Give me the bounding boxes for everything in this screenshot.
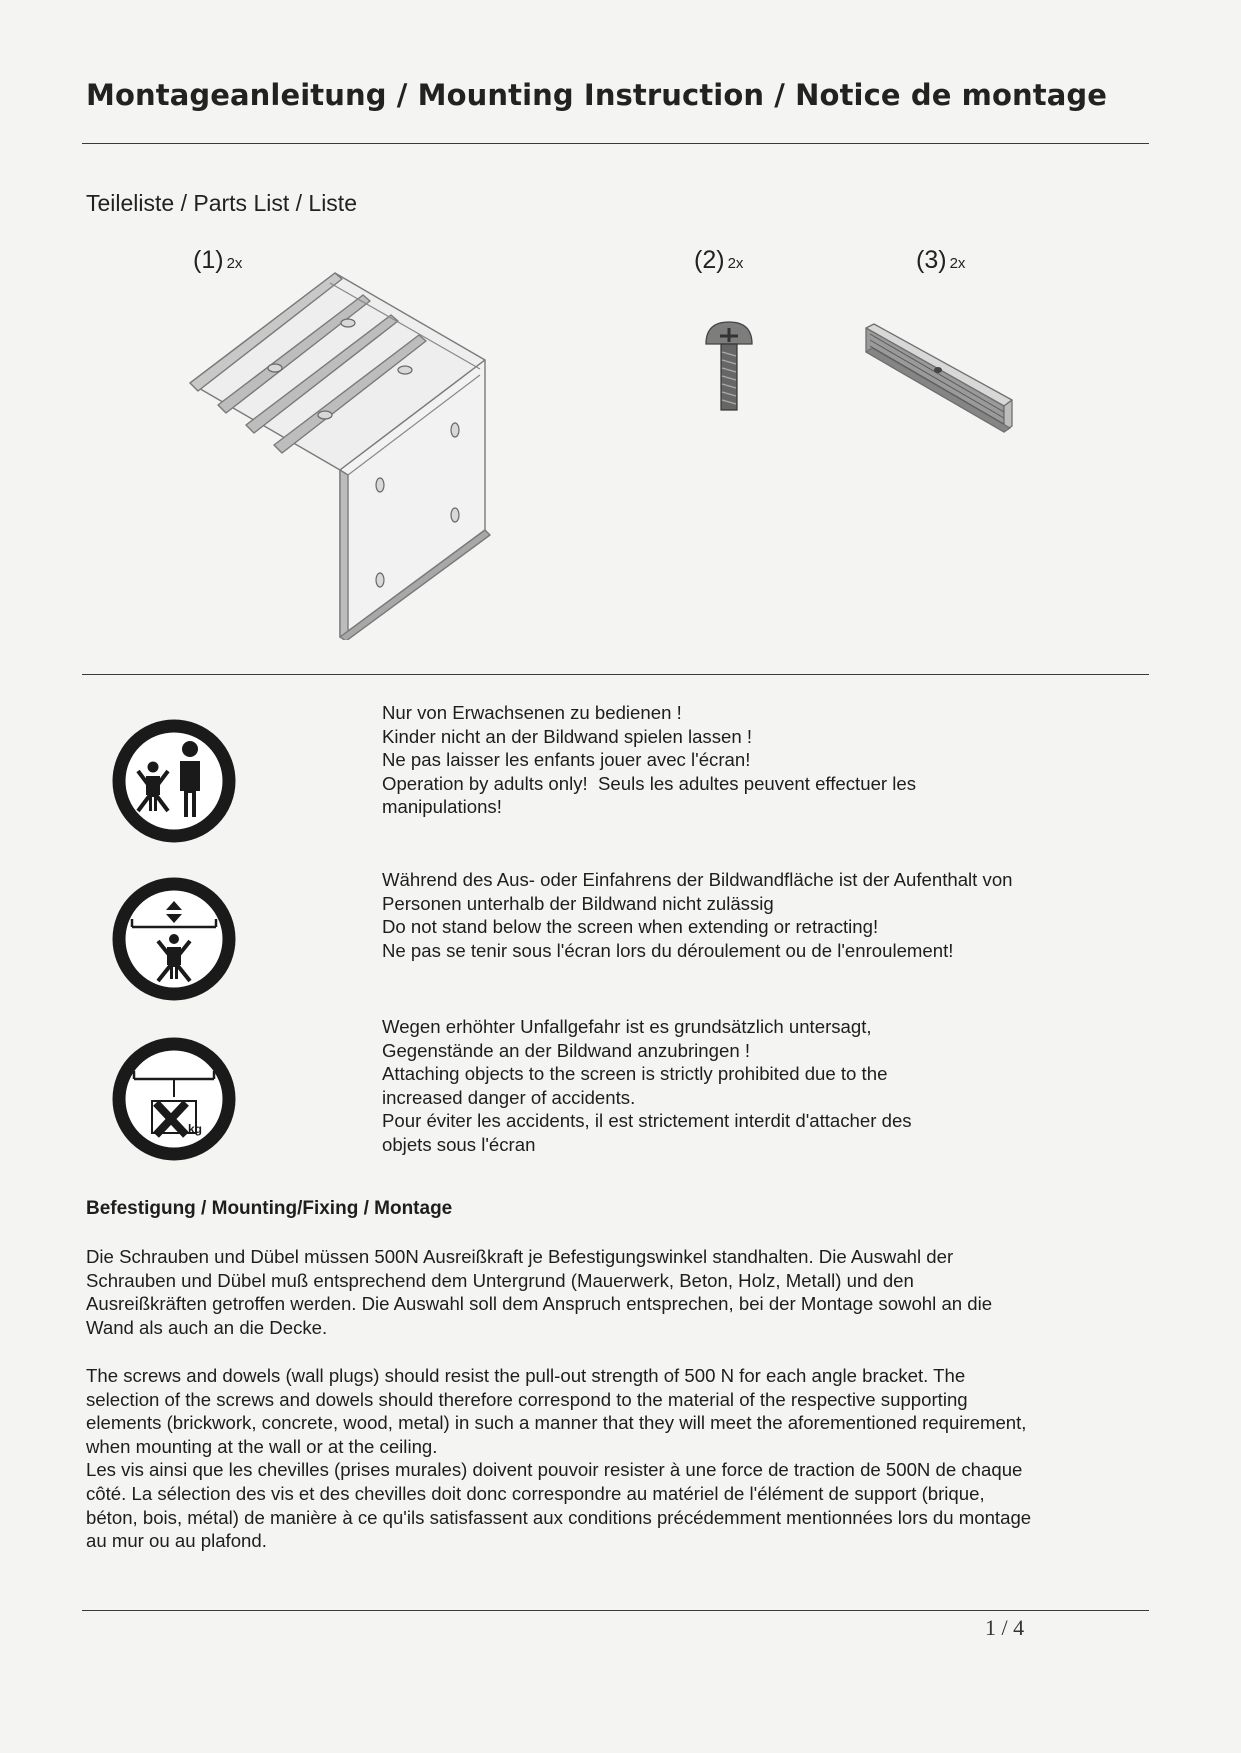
part-3-qty: 2x (949, 255, 966, 272)
top-divider (82, 143, 1149, 144)
angle-bracket-icon (180, 265, 550, 640)
part-2-number: (2) (694, 246, 725, 274)
screw-icon (700, 318, 758, 418)
part-3-label (916, 246, 965, 275)
page-title: Montageanleitung / Mounting Instruction / Notice de montage (86, 78, 1107, 112)
svg-text:kg: kg (188, 1122, 203, 1136)
mounting-paragraph-de: Die Schrauben und Dübel müssen 500N Ausreißkraft je Befestigungswinkel standhalten. Die Auswahl der Schrauben und Dübel muß entsprechend dem Untergrund (Mauerwerk, Beton, Holz, Metall) und den Ausreißkräften getroffen werden. Die Auswahl soll dem Anspruch entsprechen, bei der Montage sowohl an die Wand als auch an die Decke. (86, 1246, 993, 1338)
bottom-divider (82, 1610, 1149, 1611)
mounting-paragraph-en-fr: The screws and dowels (wall plugs) should resist the pull-out strength of 500 N for each angle bracket. The selection of the screws and dowels should therefore correspond to the material of the respective supporting elements (brickwork, concrete, wood, metal) in such a manner that they will meet the aforementioned requirement, when mounting at the wall or at the ceiling. Les vis ainsi que les chevilles (prises murales) doivent pouvoir resister à une force de traction de 500N de chaque côté. La sélection des vis et des chevilles doit donc correspondre au matériel de l'élément de support (brique, béton, bois, métal) de manière à ce qu'ils satisfassent aux conditions précédemment mentionnées lors du montage au mur ou au plafond. (86, 1365, 1032, 1552)
mounting-heading: Befestigung / Mounting/Fixing / Montage (86, 1198, 453, 1219)
adults-only-icon (112, 719, 236, 843)
part-2-label (694, 246, 743, 275)
parts-divider (82, 674, 1149, 675)
part-3-number: (3) (916, 246, 947, 274)
page-number: 1 / 4 (985, 1615, 1025, 1640)
part-1-qty: 2x (226, 255, 243, 272)
warning-no-standing-text: Während des Aus- oder Einfahrens der Bildwandfläche ist der Aufenthalt von Personen unterhalb der Bildwand nicht zulässig Do not stand below the screen when extending or retracting! Ne pas se tenir sous l'écran lors du déroulement ou de l'enroulement! (382, 869, 1013, 961)
warning-no-objects-text: Wegen erhöhter Unfallgefahr ist es grundsätzlich untersagt, Gegenstände an der Bildwand anzubringen ! Attaching objects to the screen is strictly prohibited due to the increased danger of accidents. Pour éviter les accidents, il est strictement interdit d'attacher des objets sous l'écran (382, 1016, 912, 1155)
no-hanging-objects-icon (112, 1037, 236, 1161)
part-2-qty: 2x (727, 255, 744, 272)
warning-adults-only-text: Nur von Erwachsenen zu bedienen ! Kinder nicht an der Bildwand spielen lassen ! Ne pas laisser les enfants jouer avec l'écran! Operation by adults only! Seuls les adultes peuvent effectuer les manipulations! (382, 702, 917, 817)
mounting-rail-icon (860, 322, 1020, 437)
no-standing-below-icon (112, 877, 236, 1001)
parts-list-heading: Teileliste / Parts List / Liste (86, 190, 357, 216)
part-1-number: (1) (193, 246, 224, 274)
